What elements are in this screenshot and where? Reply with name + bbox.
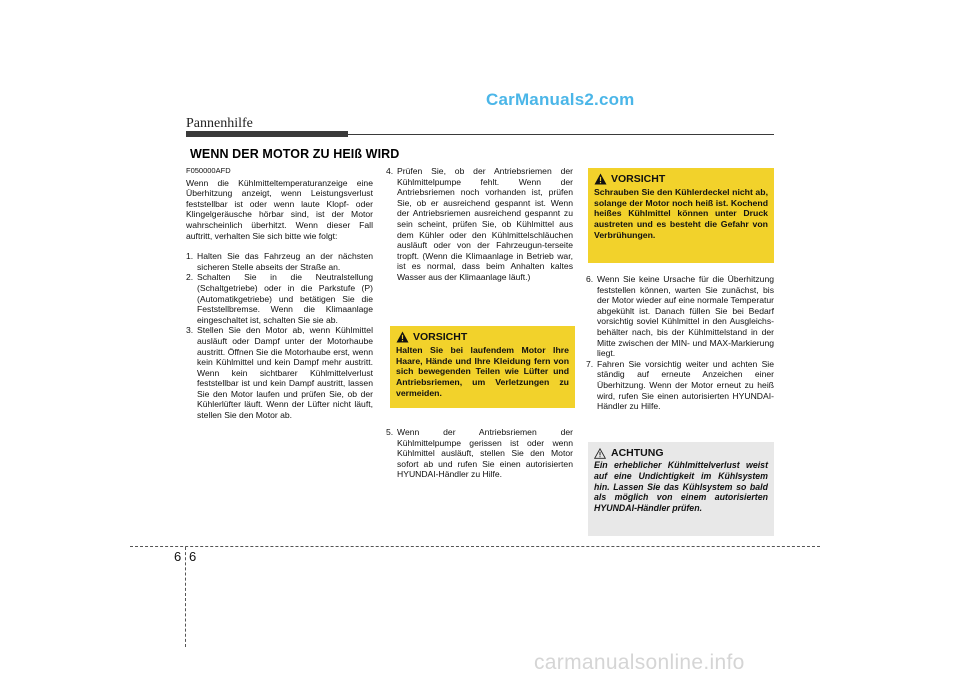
text-column-1	[186, 166, 373, 421]
list-item-3	[186, 325, 373, 420]
list-text: Fahren Sie vorsichtig weiter und achten Sie ständig auf erneute Anzeichen einer Überhitzung. Wenn der Motor erneut zu heiß wird, rufen Sie einen autorisierten HYUNDAI-Händler zu Hilfe.	[597, 358, 774, 412]
list-number: 3.	[186, 325, 194, 336]
footer-dashed-rule	[130, 546, 820, 547]
warning-header	[396, 331, 569, 343]
text-column-2	[386, 166, 573, 283]
warning-text: Halten Sie bei laufendem Motor Ihre Haare, Hände und Ihre Kleidung fern von sich bewegenden Teilen wie Lüfter und Antriebsriemen, um Verletzungen zu vermeiden.	[396, 345, 569, 398]
list-text: Wenn Sie keine Ursache für die Überhitzung feststellen können, warten Sie zunächst, bis der Motor wieder auf eine normale Temperatur abgekühlt ist. Danach füllen Sie bei Bedarf vorsichtig soviel Kühlmittel in den Ausgleichs-behälter nach, bis der Kühlmittelstand in der Mitte zwischen der MIN- und MAX-Markierung liegt.	[597, 274, 774, 359]
warning-box-radiator-cap	[588, 168, 774, 263]
warning-box-moving-parts	[390, 326, 575, 408]
warning-text: Schrauben Sie den Kühlerdeckel nicht ab, solange der Motor noch heiß ist. Kochend heißes Kühlmittel können unter Druck austreten und es besteht die Gefahr von Verbrühungen.	[594, 187, 768, 240]
list-number: 5.	[386, 427, 394, 437]
list-number: 7.	[586, 358, 594, 369]
watermark-carmanualsonline: carmanualsonline.info	[534, 651, 745, 674]
list-text: Schalten Sie in die Neutralstellung (Schaltgetriebe) oder in die Parkstufe (P) (Automatikgetriebe) und betätigen Sie die Feststellbremse. Wenn die Klimaanlage eingeschaltet ist, schalten Sie sie ab.	[197, 272, 373, 325]
list-item-1	[186, 251, 373, 272]
notice-text: Ein erheblicher Kühlmittelverlust weist auf eine Undichtigkeit im Kühlsystem hin. Lassen Sie das Kühlsystem so bald als möglich von einem autorisierten HYUNDAI-Händler prüfen.	[594, 460, 768, 514]
watermark-carmanuals2: CarManuals2.com	[486, 90, 635, 109]
notice-box-coolant-loss	[588, 442, 774, 536]
list-item-6	[586, 274, 774, 359]
chapter-header-title: Pannenhilfe	[186, 116, 253, 131]
intro-paragraph: Wenn die Kühlmitteltemperaturanzeige eine Überhitzung anzeigt, wenn Leistungsverlust feststellbar ist oder wenn laute Klopf- oder Klingelgeräusche hörbar sind, ist der Motor wahrscheinlich überhitzt. Wenn dieser Fall auftritt, verhalten Sie sich bitte wie folgt:	[186, 177, 373, 241]
list-text: Wenn der Antriebsriemen der Kühlmittelpumpe gerissen ist oder wenn Kühlmittel ausläuft, stellen Sie den Motor sofort ab und rufen Sie einen autorisierten HYUNDAI-Händler zu Hilfe.	[397, 427, 573, 480]
page-number: 6	[189, 549, 197, 564]
notice-header	[594, 447, 768, 459]
list-text: Stellen Sie den Motor ab, wenn Kühlmittel ausläuft oder Dampf unter der Motorhaube austritt. Öffnen Sie die Motorhaube erst, wenn kein Kühlmittel und kein Dampf mehr austritt. Wenn kein sichtbarer Kühlmittelverlust feststellbar ist und kein Dampf austritt, lassen Sie den Motor laufen und prüfen Sie, ob der Kühlerlüfter läuft. Wenn der Lüfter nicht läuft, stellen Sie den Motor ab.	[197, 325, 373, 421]
list-text: Halten Sie das Fahrzeug an der nächsten sicheren Stelle abseits der Straße an.	[197, 251, 373, 272]
text-column-2-lower	[386, 427, 573, 480]
list-number: 1.	[186, 251, 194, 262]
list-item-7	[586, 359, 774, 412]
chapter-number: 6	[174, 549, 182, 564]
list-number: 6.	[586, 274, 594, 284]
warning-header	[594, 173, 768, 185]
list-item-2	[186, 272, 373, 325]
notice-title: ACHTUNG	[611, 447, 664, 459]
list-item-5	[386, 427, 573, 480]
warning-triangle-icon	[396, 331, 409, 343]
text-column-3	[586, 274, 774, 412]
list-number: 2.	[186, 272, 194, 283]
list-text: Prüfen Sie, ob der Antriebsriemen der Kühlmittelpumpe fehlt. Wenn der Antriebsriemen noch vorhanden ist, prüfen Sie, ob er ausreichend gespannt ist. Wenn der Antriebsriemen ausreichend gespannt zu sein scheint, prüfen Sie, ob Kühlmittel aus dem Kühler oder den Kühlmittelschläuchen ausläuft oder von der Fahrzeugun-terseite tropft. (Wenn die Klimaanlage in Betrieb war, ist es normal, dass beim Anhalten kaltes Wasser aus der Klimaanlage läuft.)	[397, 166, 573, 282]
footer-dashed-divider	[185, 547, 186, 647]
reference-code: F050000AFD	[186, 166, 231, 175]
header-rule-thin	[348, 134, 774, 135]
warning-triangle-icon	[594, 173, 607, 185]
caution-triangle-icon	[594, 448, 606, 459]
warning-title: VORSICHT	[413, 331, 468, 343]
list-number: 4.	[386, 166, 394, 176]
header-rule-thick	[186, 131, 348, 137]
warning-title: VORSICHT	[611, 173, 666, 185]
section-title: WENN DER MOTOR ZU HEIß WIRD	[190, 147, 400, 161]
list-item-4	[386, 166, 573, 283]
